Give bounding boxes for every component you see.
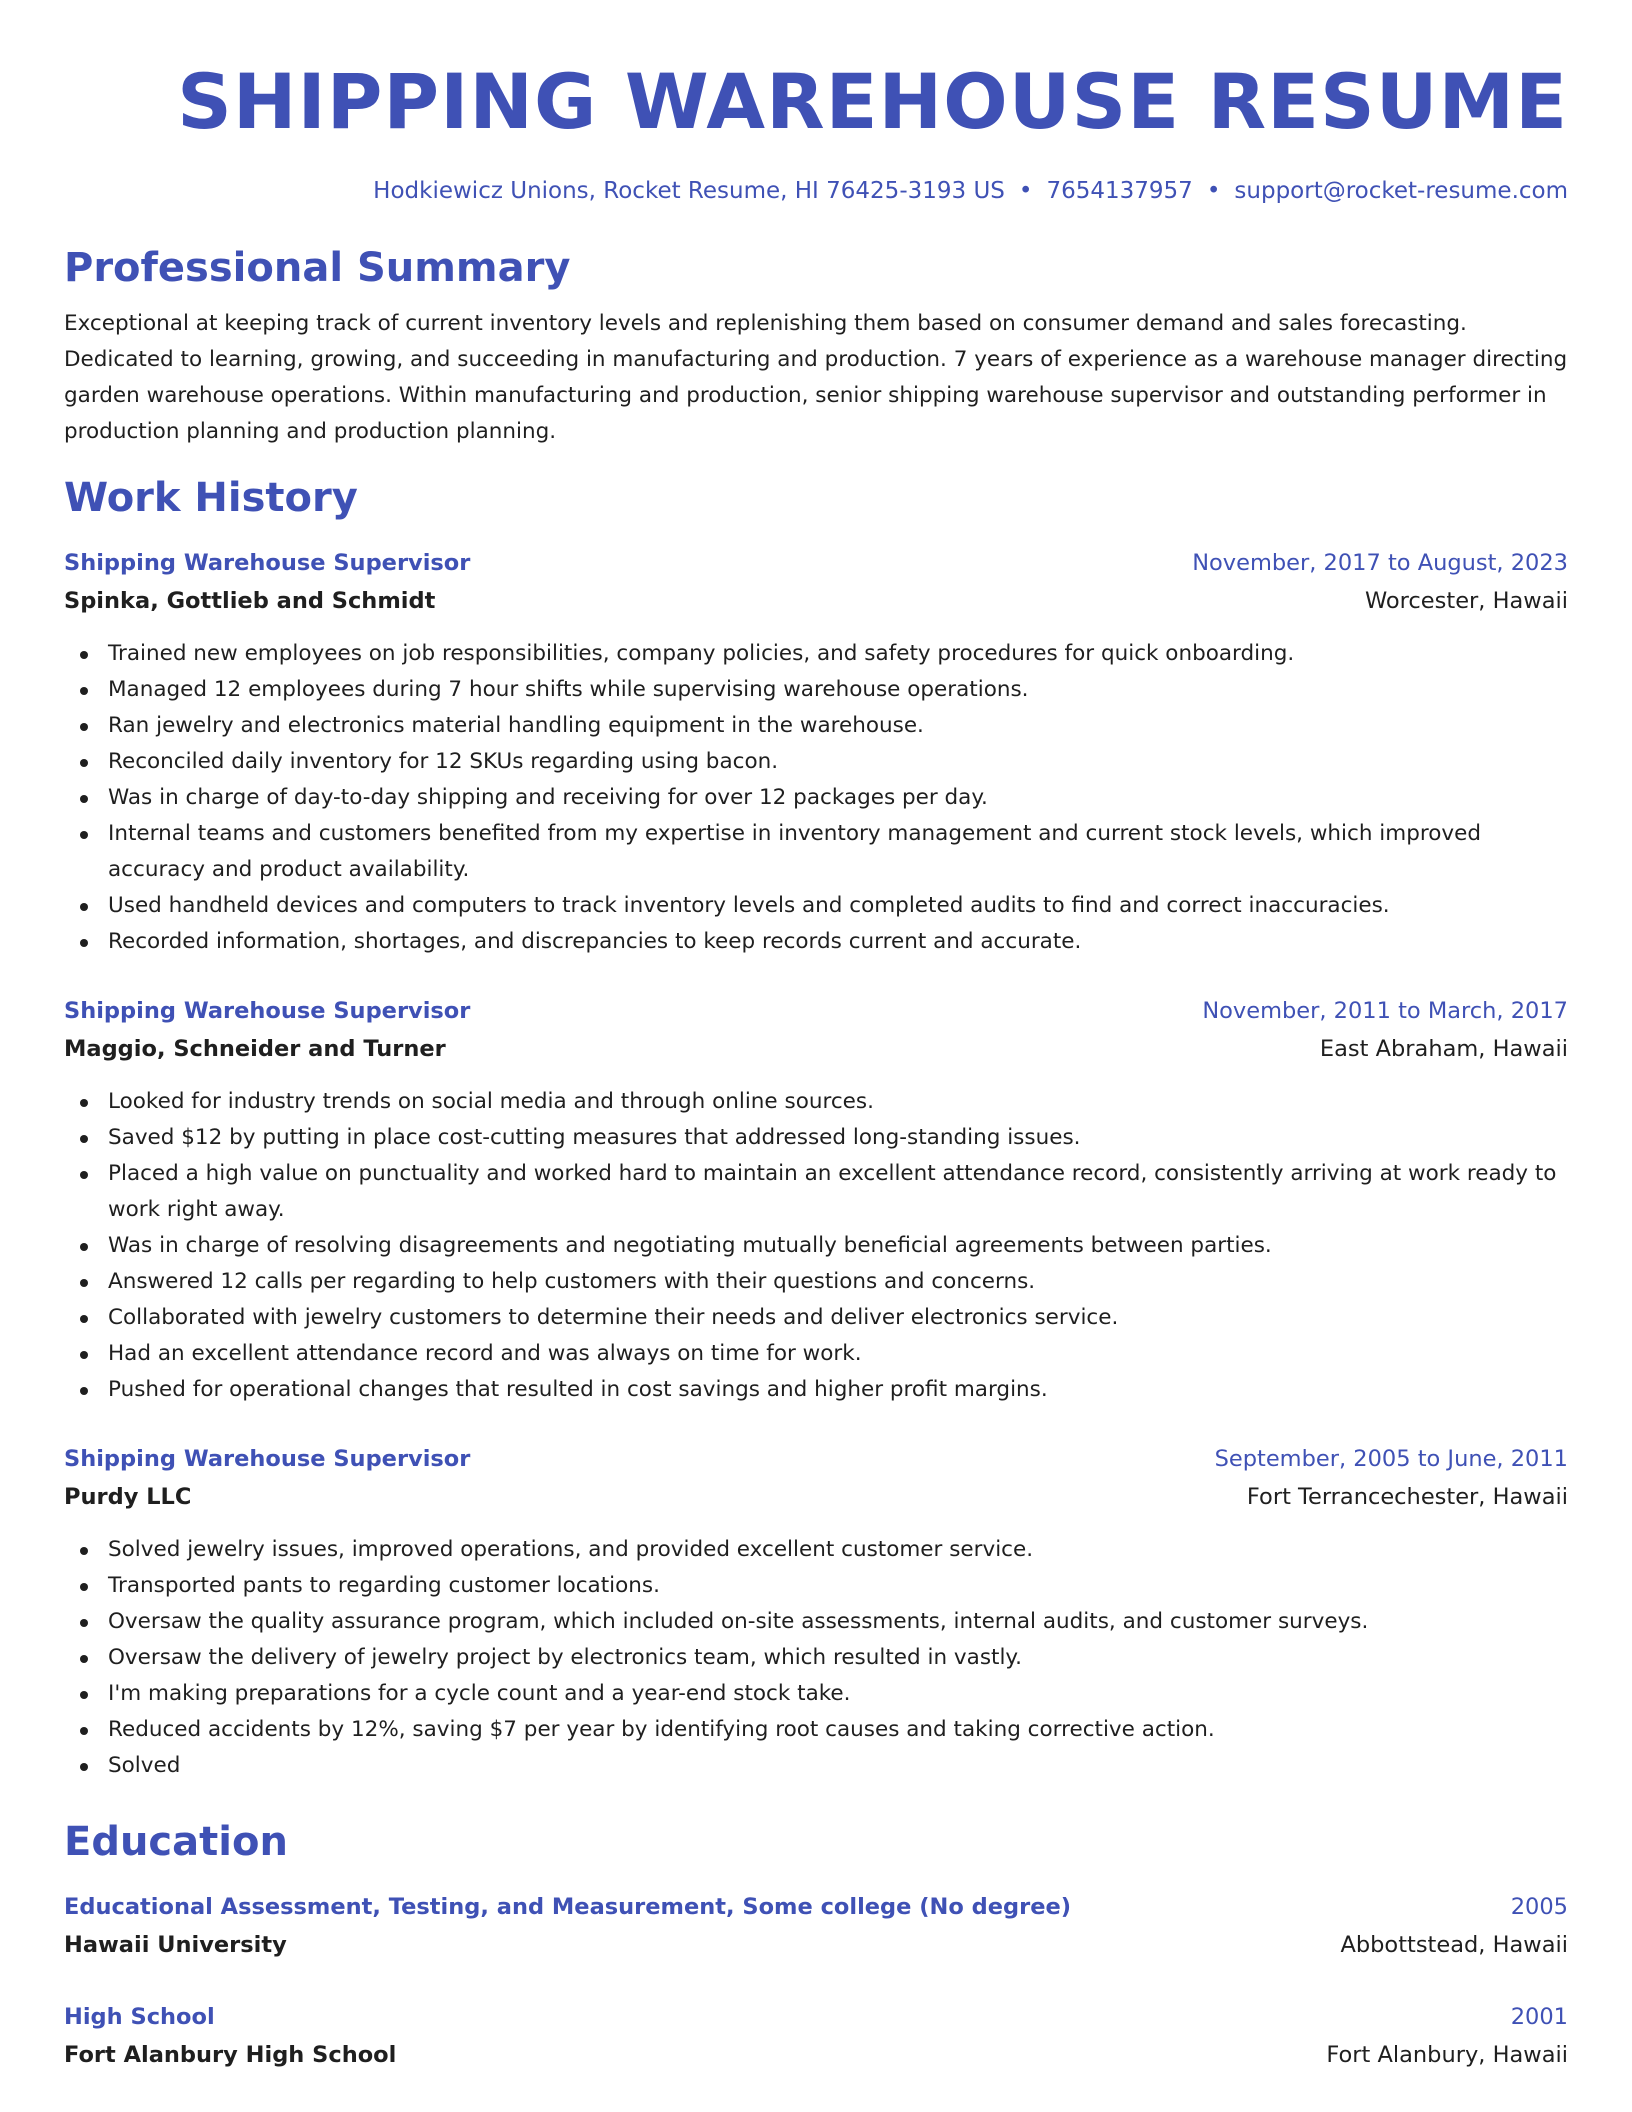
job-title: Shipping Warehouse Supervisor bbox=[64, 998, 471, 1024]
job-bullet: Collaborated with jewelry customers to determine their needs and deliver electronics service. bbox=[64, 1300, 1568, 1336]
employer-name: Maggio, Schneider and Turner bbox=[64, 1036, 446, 1062]
job-bullet-list bbox=[64, 1084, 1568, 1408]
job-dates: September, 2005 to June, 2011 bbox=[1214, 1446, 1568, 1472]
contact-separator: • bbox=[1206, 178, 1221, 204]
job-bullet: Solved jewelry issues, improved operations, and provided excellent customer service. bbox=[64, 1532, 1568, 1568]
contact-line bbox=[64, 176, 1568, 206]
job-bullet-list bbox=[64, 1532, 1568, 1784]
education-degree: Educational Assessment, Testing, and Measurement, Some college (No degree) bbox=[64, 1894, 1072, 1920]
school-location: Abbottstead, Hawaii bbox=[1340, 1932, 1568, 1958]
job-bullet-list bbox=[64, 636, 1568, 960]
job-bullet: Placed a high value on punctuality and worked hard to maintain an excellent attendance record, consistently arriving at work ready to work right away. bbox=[64, 1156, 1568, 1228]
job-bullet: Had an excellent attendance record and was always on time for work. bbox=[64, 1336, 1568, 1372]
school-name: Fort Alanbury High School bbox=[64, 2042, 397, 2068]
section-heading-education: Education bbox=[64, 1819, 288, 1865]
job-bullet: Recorded information, shortages, and discrepancies to keep records current and accurate. bbox=[64, 924, 1568, 960]
job-entry bbox=[64, 544, 1568, 960]
contact-separator: • bbox=[1018, 178, 1033, 204]
job-bullet: Managed 12 employees during 7 hour shifts while supervising warehouse operations. bbox=[64, 672, 1568, 708]
job-bullet: Looked for industry trends on social media and through online sources. bbox=[64, 1084, 1568, 1120]
job-bullet: Reconciled daily inventory for 12 SKUs regarding using bacon. bbox=[64, 744, 1568, 780]
employer-name: Spinka, Gottlieb and Schmidt bbox=[64, 588, 436, 614]
work-history-section bbox=[64, 470, 1568, 1784]
job-title: Shipping Warehouse Supervisor bbox=[64, 550, 471, 576]
education-entry bbox=[64, 1888, 1568, 1964]
contact-email: support@rocket-resume.com bbox=[1234, 178, 1568, 204]
job-title: Shipping Warehouse Supervisor bbox=[64, 1446, 471, 1472]
school-name: Hawaii University bbox=[64, 1932, 287, 1958]
education-year: 2005 bbox=[1510, 1894, 1568, 1920]
contact-phone: 7654137957 bbox=[1046, 178, 1193, 204]
job-bullet: Internal teams and customers benefited from my expertise in inventory management and current stock levels, which improved accuracy and product availability. bbox=[64, 816, 1568, 888]
job-bullet: Was in charge of resolving disagreements and negotiating mutually beneficial agreements between parties. bbox=[64, 1228, 1568, 1264]
job-location: Worcester, Hawaii bbox=[1364, 588, 1568, 614]
job-bullet: Solved bbox=[64, 1748, 1568, 1784]
job-bullet: Oversaw the quality assurance program, which included on-site assessments, internal audits, and customer surveys. bbox=[64, 1604, 1568, 1640]
job-bullet: Saved $12 by putting in place cost-cutting measures that addressed long-standing issues. bbox=[64, 1120, 1568, 1156]
job-dates: November, 2017 to August, 2023 bbox=[1192, 550, 1568, 576]
job-location: Fort Terrancechester, Hawaii bbox=[1246, 1484, 1568, 1510]
job-bullet: Reduced accidents by 12%, saving $7 per year by identifying root causes and taking corrective action. bbox=[64, 1712, 1568, 1748]
resume-page bbox=[64, 52, 1568, 2074]
job-bullet: Ran jewelry and electronics material handling equipment in the warehouse. bbox=[64, 708, 1568, 744]
job-entry bbox=[64, 1440, 1568, 1784]
resume-title: SHIPPING WAREHOUSE RESUME bbox=[177, 57, 1568, 146]
job-bullet: Used handheld devices and computers to track inventory levels and completed audits to find and correct inaccuracies. bbox=[64, 888, 1568, 924]
job-dates: November, 2011 to March, 2017 bbox=[1202, 998, 1568, 1024]
contact-address: Hodkiewicz Unions, Rocket Resume, HI 76425-3193 US bbox=[373, 178, 1005, 204]
job-bullet: Transported pants to regarding customer locations. bbox=[64, 1568, 1568, 1604]
professional-summary-section bbox=[64, 240, 1568, 450]
section-heading-summary: Professional Summary bbox=[64, 245, 571, 291]
job-bullet: Trained new employees on job responsibilities, company policies, and safety procedures for quick onboarding. bbox=[64, 636, 1568, 672]
section-heading-work-history: Work History bbox=[64, 475, 358, 521]
job-bullet: Oversaw the delivery of jewelry project by electronics team, which resulted in vastly. bbox=[64, 1640, 1568, 1676]
job-bullet: I'm making preparations for a cycle count and a year-end stock take. bbox=[64, 1676, 1568, 1712]
job-bullet: Was in charge of day-to-day shipping and receiving for over 12 packages per day. bbox=[64, 780, 1568, 816]
education-degree: High School bbox=[64, 2004, 215, 2030]
job-entry bbox=[64, 992, 1568, 1408]
employer-name: Purdy LLC bbox=[64, 1484, 192, 1510]
education-section bbox=[64, 1814, 1568, 2074]
job-location: East Abraham, Hawaii bbox=[1319, 1036, 1568, 1062]
education-year: 2001 bbox=[1510, 2004, 1568, 2030]
job-bullet: Pushed for operational changes that resulted in cost savings and higher profit margins. bbox=[64, 1372, 1568, 1408]
summary-text: Exceptional at keeping track of current inventory levels and replenishing them based on consumer demand and sales forecasting. Dedicated to learning, growing, and succeeding in manufacturing and production. 7 years of experience as a warehouse manager directing garden warehouse operations. Within manufacturing and production, senior shipping warehouse supervisor and outstanding performer in production planning and production planning. bbox=[64, 311, 1568, 444]
education-entry bbox=[64, 1998, 1568, 2074]
school-location: Fort Alanbury, Hawaii bbox=[1326, 2042, 1568, 2068]
job-bullet: Answered 12 calls per regarding to help customers with their questions and concerns. bbox=[64, 1264, 1568, 1300]
